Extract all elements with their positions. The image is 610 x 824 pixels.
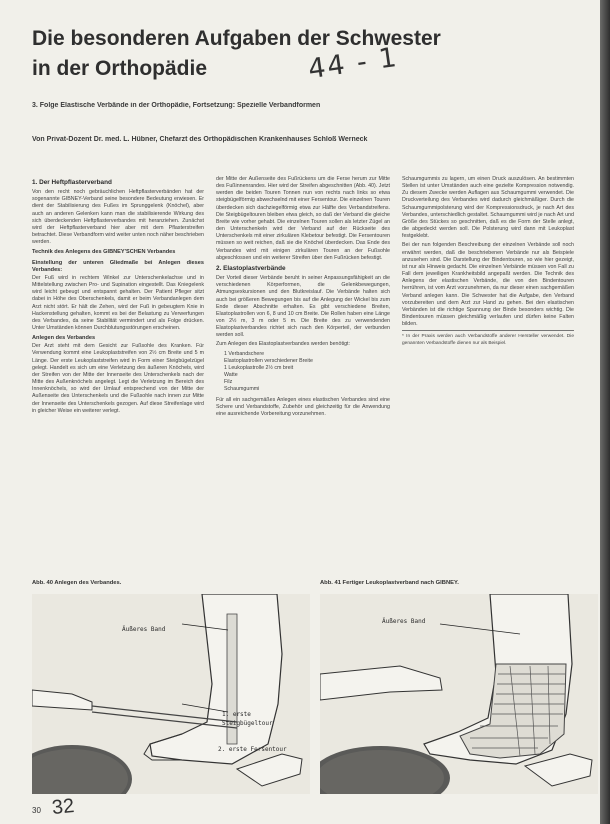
binding-shadow [600, 0, 610, 824]
author-line: Von Privat-Dozent Dr. med. L. Hübner, Chefarzt des Orthopädischen Krankenhauses Schloß Werneck [32, 136, 368, 143]
paragraph: Für all ein sachgemäßes Anlegen eines elastischen Verbandes sind eine Schere und Verbandstoffe, Zubehör und gleichzeitig für die Anwendung eine ausreichende Vorbereitung vorzunehmen. [216, 396, 390, 417]
paragraph: Von den recht noch gebräuchlichen Heftpflasterverbänden hat der sogenannte GIBNEY-Verband seine besondere Bedeutung erwiesen. Er dient der Stabilisierung des Fußes im Sprunggelenk (Knöchel), aber auch an anderen Gelenken kann man die stabilisierende Wirkung des sich überdeckenden Heftpflasterverbandes mit heranziehen. Zunächst wird der Heftpflasterverband hier aber mit dem Pflasterstreifen betrachtet. Diese Verbandform wird weiter unten noch näher beschrieben werden. [32, 189, 204, 246]
list-item: 1 Verbandschere [224, 350, 265, 357]
article-title [32, 24, 502, 84]
series-subtitle: 3. Folge Elastische Verbände in der Orthopädie, Fortsetzung: Spezielle Verbandformen [32, 102, 321, 109]
list-item: Filz [224, 379, 233, 386]
list-item: Watte [224, 372, 238, 379]
subsection-heading: Technik des Anlegens des GIBNEY'SCHEN Verbandes [32, 249, 176, 256]
figure-40-label-heel: 2. erste Fersentour [218, 746, 287, 753]
paragraph: Bei der nun folgenden Beschreibung der einzelnen Verbände soll noch erwähnt werden, daß die beschriebenen Verbände nur als Beispiele anzusehen sind. Die Darstellung der Bindentouren, so wie hier gezeigt, ist nur als Hinweis gedacht. Die einzelnen Verbände müssen von Fall zu Fall dem jeweiligen Krankheitsbild angepaßt werden. Die Technik des Anlegens der elastischen Verbände, die von den Bindentouren herrühren, ist vom Arzt vorzunehmen, da nur dieser einen sachgemäßen Verband anlegen kann. Die Schwester hat die Aufgabe, den Verband vorzubereiten und dem Arzt zur Hand zu gehen. Bei den elastischen Verbänden ist die richtige Spannung der Binde besonders wichtig. Die Bindentouren müssen gleichmäßig verlaufen und dürfen keine Falten bilden. [402, 242, 574, 328]
paragraph: Der Fuß wird in rechtem Winkel zur Unterschenkelachse und in Mittelstellung zwischen Pro- und Supination eingestellt. Das Kniegelenk wird leicht gebeugt und entspannt gehalten. Der Patient Pfleger sitzt dabei in Höhe des Oberschenkels, damit er beim Verbandanlegen dem Arzt nicht stört. Er hält die Zehen, wird der Fuß in gebeugtem Knie in Hackenstellung gehalten, kommt es bei der Belastung zu Verwerfungen des Verbandes, da seine Stabilität vermindert und als Folge drücken. Unter Umständen können Durchblutungsstörungen erscheinen. [32, 274, 204, 331]
figure-40-label-outer-band: Äußeres Band [122, 626, 166, 633]
paragraph: Schaumgummis zu lagern, um einen Druck auszulösen. An bestimmten Stellen ist unter Umständen auch eine gezielte Kompression notwendig. Zu diesem Zwecke werden Auflagen aus Schaumgummi verwendet. Die Druckverteilung des Verbandes wird dadurch gleichmäßiger. Durch die Schaumgummipolsterung wird der Kompressionsdruck, je nach Art des Verbandes, unterschiedlich gestaltet. Schaumgummi wird je nach Art und Größe des Stückes so geschnitten, daß es die Form der Stelle anlegt, die abgedeckt werden soll. Die Polsterung wird dann mit Leukoplast festgeklebt. [402, 176, 574, 240]
handwritten-page-number: 32 [50, 794, 76, 820]
figure-41-illustration [320, 594, 598, 794]
text-column-2 [216, 176, 390, 576]
figure-41-caption: Abb. 41 Fertiger Leukoplastverband nach GIBNEY. [320, 580, 459, 586]
paragraph: Der Vorteil dieser Verbände beruht in seiner Anpassungsfähigkeit an die verschiedenen Körperformen, die Gelenkbewegungen, Atmungsexkursionen und den Blutkreislauf. Die Verbände halten sich auch bei größeren Bewegungen bis auf die Anlegung der Wickel bis zum Ende dieser Abschnitte erhalten. Es gibt verschiedene Breiten, Elastoplastrollen von 6, 8 und 10 cm Breite. Die Rollen haben eine Länge von 2½ m, 3 m oder 5 m. Die Breite des zu verwendenden Elastoplastverbandes richtet sich nach den Körperteil, der verbunden werden soll. [216, 275, 390, 339]
page-number: 30 [32, 806, 41, 815]
figure-40-caption: Abb. 40 Anlegen des Verbandes. [32, 580, 122, 586]
figure-40-illustration [32, 594, 310, 794]
text-column-3 [402, 176, 574, 576]
paragraph: Zum Anlegen des Elastoplastverbandes werden benötigt: [216, 341, 350, 348]
title-line-1: Die besonderen Aufgaben der Schwester [32, 27, 441, 50]
paragraph: der Mitte der Außenseite des Fußrückens um die Ferse herum zur Mitte des Fußinnenrandes. Hier wird der Streifen abgeschnitten (Abb. 40). Jetzt werden die beiden Touren Tonnen nun von rechts nach links so etwa steigbügelförmig abwechselnd mit einer Fersentour. Die einzelnen Touren überdecken sich dachziegelförmig etwa zur Hälfte des Verbandstreifens. Die Steigbügeltouren bleiben etwa gleich, so daß der Verband die gleiche Breite wie vorher gehabt. Die einzelnen Touren sollen als letzter Zügel an den Unterschenkeln wird der Verband auf der Rückseite des Unterschenkels mit einer zirkulären Klebetour befestigt. Die Fersentouren müssen so weit reichen, daß sie die Knöchel überdecken. Das Ende des Verbandes wird mit einigen zirkulären Touren an der Fußsohle abgeschlossen und ein weiterer Streifen über den Fußrücken befestigt. [216, 176, 390, 261]
figure-41 [320, 594, 598, 794]
title-line-2: in der Orthopädie [32, 57, 208, 80]
list-item: Elastoplastrollen verschiedener Breite [224, 357, 313, 364]
paragraph: Der Arzt steht mit dem Gesicht zur Fußsohle des Kranken. Für Verwendung kommt eine Leukoplaststreifen von 2½ cm Breite und 5 m Länge. Der erste Leukoplaststreifen wird in Form einer Steigbügelzügel gelegt. Handelt es sich um eine Verletzung des äußeren Knöchels, wird der Streifen von der Mitte der Innenseite des Unterschenkels nach der Mitte des Außenknöchels angelegt. Legt die Verletzung im Bereich des Innenknöchels, so wird der Umlauf entsprechend von der Mitte der Außenseite des Unterschenkels und die Fußsohle nach innen zur Mitte der Innenseite des Unterschenkels gezogen. Auf diese Streifenlage wird in gleicher Weise ein weiterer verlegt. [32, 343, 204, 414]
figure-41-label-outer-band: Äußeres Band [382, 618, 426, 625]
footnote: * In der Praxis werden auch Verbandstoffe anderer Hersteller verwendet. Die genannten Verbandstoffe dienen nur als Beispiel. [402, 330, 574, 347]
figure-40 [32, 594, 310, 794]
subsection-heading: Einstellung der unteren Gliedmaße bei Anlegen dieses Verbandes: [32, 259, 204, 273]
handwritten-note: 44 - 1 [306, 41, 401, 86]
section-heading: 2. Elastoplastverbände [216, 264, 286, 272]
list-item: Schaumgummi [224, 386, 260, 393]
subsection-heading: Anlegen des Verbandes [32, 335, 96, 342]
figure-40-label-stirrup: 1. erste Steigbügeltour [222, 711, 273, 727]
list-item: 1 Leukoplastrolle 2½ cm breit [224, 364, 294, 371]
section-heading: 1. Der Heftpflasterverband [32, 179, 112, 186]
text-column-1 [32, 176, 204, 576]
